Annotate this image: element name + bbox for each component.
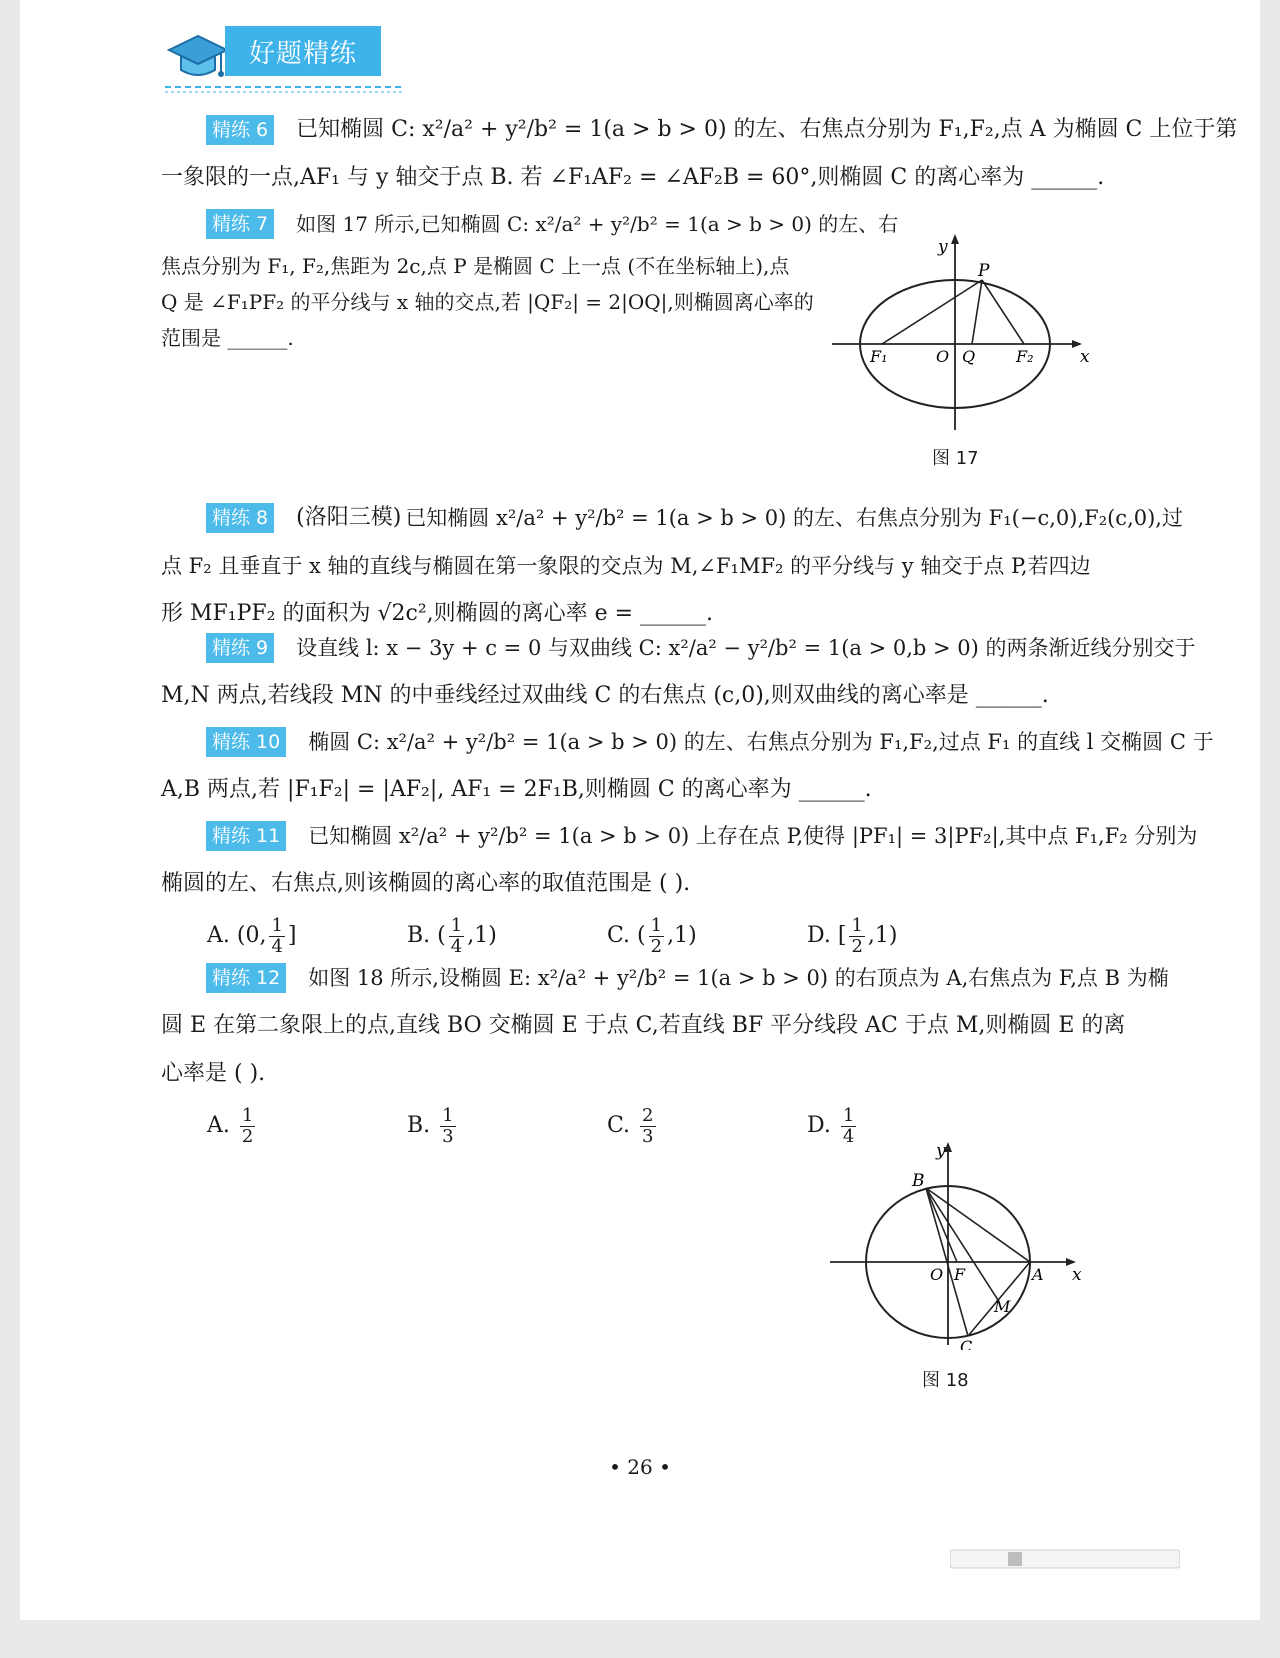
problem-text: 已知椭圆 x²/a² + y²/b² = 1(a > b > 0) 上存在点 P,使得 |PF₁| = 3|PF₂|,其中点 F₁,F₂ 分别为 [308,824,1198,848]
problem-source: (洛阳三模) [296,505,402,530]
problem-text: 如图 17 所示,已知椭圆 C: x²/a² + y²/b² = 1(a > b > 0) 的左、右 [296,212,899,236]
point-label-p: P [978,261,990,281]
problem-7 [161,200,899,362]
page-number: • 26 • [609,1455,671,1479]
problem-text: 范围是 ______. [161,326,294,350]
point-label-o: O [930,1265,944,1284]
choice-b[interactable]: B. ( $\frac{1}{4}$ ,1) [407,914,497,957]
problem-text: 已知椭圆 C: x²/a² + y²/b² = 1(a > b > 0) 的左、右焦点分别为 F₁,F₂,点 A 为椭圆 C 上位于第 [296,117,1238,142]
axis-label-y: y [936,1141,946,1161]
problem-text: 点 F₂ 且垂直于 x 轴的直线与椭圆在第一象限的交点为 M,∠F₁MF₂ 的平分线与 y 轴交于点 P,若四边 [161,554,1091,578]
problem-text: 设直线 l: x − 3y + c = 0 与双曲线 C: x²/a² − y²/b² = 1(a > 0,b > 0) 的两条渐近线分别交于 [296,636,1196,660]
point-label-b: B [912,1171,925,1191]
point-label-q: Q [962,347,976,366]
problem-text: 一象限的一点,AF₁ 与 y 轴交于点 B. 若 ∠F₁AF₂ = ∠AF₂B = 60°,则椭圆 C 的离心率为 ______. [161,165,1105,190]
problem-8 [161,494,1183,638]
section-title: 好题精练 [225,26,381,76]
ellipse-diagram [826,1140,1096,1350]
axis-label-x: x [1072,1265,1082,1285]
problem-6 [161,106,1238,202]
point-label-c: C [960,1337,973,1350]
axis-label-y: y [938,237,948,257]
page [20,0,1260,1620]
problem-text: 已知椭圆 x²/a² + y²/b² = 1(a > b > 0) 的左、右焦点分别为 F₁(−c,0),F₂(c,0),过 [405,506,1183,530]
ellipse-diagram [832,230,1102,440]
problem-text: Q 是 ∠F₁PF₂ 的平分线与 x 轴的交点,若 |QF₂| = 2|OQ|,则椭圆离心率的 [161,290,814,314]
problem-11 [161,812,1198,964]
problem-text: 圆 E 在第二象限上的点,直线 BO 交椭圆 E 于点 C,若直线 BF 平分线段 AC 于点 M,则椭圆 E 的离 [161,1013,1126,1038]
problem-badge: 精练 10 [206,727,286,757]
point-label-f: F [954,1265,966,1284]
problem-text: 椭圆 C: x²/a² + y²/b² = 1(a > b > 0) 的左、右焦点分别为 F₁,F₂,过点 F₁ 的直线 l 交椭圆 C 于 [308,730,1214,754]
point-label-f2: F₂ [1016,347,1034,366]
point-label-o: O [936,347,950,366]
problem-text: 如图 18 所示,设椭圆 E: x²/a² + y²/b² = 1(a > b > 0) 的右顶点为 A,右焦点为 F,点 B 为椭 [308,966,1169,990]
problem-badge: 精练 12 [206,963,286,993]
choice-c[interactable]: C. ( $\frac{1}{2}$ ,1) [607,914,697,957]
viewer-scroll-indicator[interactable] [950,1548,1180,1570]
problem-text: 形 MF₁PF₂ 的面积为 √2c²,则椭圆的离心率 e = ______. [161,601,714,626]
problem-badge: 精练 8 [206,503,274,533]
axis-label-x: x [1080,347,1090,367]
figure-17 [832,230,1102,469]
figure-caption: 图 18 [922,1370,969,1391]
problem-text: M,N 两点,若线段 MN 的中垂线经过双曲线 C 的右焦点 (c,0),则双曲线的离心率是 ______. [161,683,1049,708]
point-label-a: A [1032,1265,1044,1284]
problem-text: 椭圆的左、右焦点,则该椭圆的离心率的取值范围是 ( ). [161,871,691,896]
choice-b[interactable]: B. $\frac{1}{3}$ [407,1104,454,1147]
problem-text: 心率是 ( ). [161,1061,266,1086]
choice-a[interactable]: A. $\frac{1}{2}$ [207,1104,254,1147]
choice-c[interactable]: C. $\frac{2}{3}$ [607,1104,654,1147]
problem-badge: 精练 9 [206,633,274,663]
problem-badge: 精练 6 [206,115,274,145]
problem-text: A,B 两点,若 |F₁F₂| = |AF₂|, AF₁ = 2F₁B,则椭圆 C 的离心率为 ______. [161,777,872,802]
choice-a[interactable]: A. (0, $\frac{1}{4}$ ] [207,914,297,957]
problem-10 [161,718,1214,814]
problem-badge: 精练 11 [206,821,286,851]
point-label-f1: F₁ [870,347,888,366]
figure-18 [826,1140,1096,1391]
problem-text: 焦点分别为 F₁, F₂,焦距为 2c,点 P 是椭圆 C 上一点 (不在坐标轴上),点 [161,254,790,278]
header-divider [165,84,405,94]
problem-9 [161,624,1196,720]
graduation-cap-icon [165,22,231,84]
problem-badge: 精练 7 [206,209,274,239]
choice-d[interactable]: D. $\frac{1}{4}$ [807,1104,855,1147]
choice-d[interactable]: D. [ $\frac{1}{2}$ ,1) [807,914,898,957]
figure-caption: 图 17 [932,448,979,469]
section-header [165,20,405,94]
problem-12 [161,954,1169,1154]
point-label-m: M [994,1297,1011,1316]
